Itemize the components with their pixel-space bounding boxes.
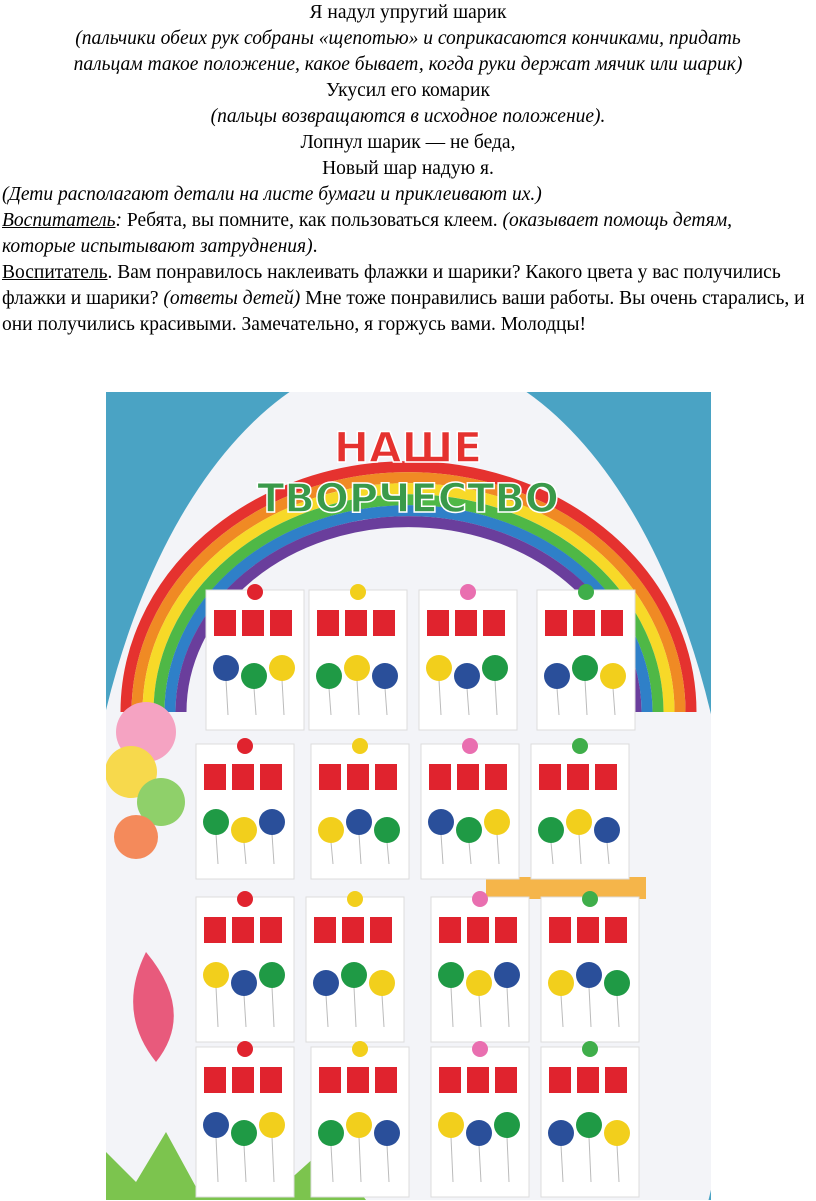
magnet xyxy=(582,891,598,907)
paper-flag xyxy=(427,610,449,636)
paragraph-end: . xyxy=(312,236,318,257)
artwork-sheet xyxy=(421,738,519,879)
paper-balloon xyxy=(344,655,370,681)
paragraph-text: . Вам понравилось наклеивать флажки и шарики? Какого цвета у вас получились флажки и шарики? xyxy=(2,262,781,309)
paragraph-text-2: Мне тоже понравились ваши работы. Вы очень старались, и они получились красивыми. Замечательно, я горжусь вами. Молодцы! xyxy=(2,288,805,335)
paper-balloon xyxy=(494,1112,520,1138)
paper-balloon xyxy=(313,970,339,996)
paper-balloon xyxy=(484,809,510,835)
poem-line-2: Укусил его комарик xyxy=(326,80,490,101)
magnet xyxy=(572,738,588,754)
magnet xyxy=(347,891,363,907)
paper-flag xyxy=(314,917,336,943)
paper-flag xyxy=(495,1067,517,1093)
paper-flag xyxy=(242,610,264,636)
paper-balloon xyxy=(318,817,344,843)
magnet xyxy=(247,584,263,600)
artwork-sheet xyxy=(531,738,629,879)
paper-flag xyxy=(577,917,599,943)
paper-flag xyxy=(605,1067,627,1093)
artwork-sheet xyxy=(196,1041,294,1197)
magnet xyxy=(350,584,366,600)
paper-balloon xyxy=(454,663,480,689)
paper-flag xyxy=(370,917,392,943)
paper-balloon xyxy=(213,655,239,681)
paper-balloon xyxy=(203,962,229,988)
paper-flag xyxy=(605,917,627,943)
paper-balloon xyxy=(576,1112,602,1138)
artwork-sheet xyxy=(311,738,409,879)
paper-balloon xyxy=(576,962,602,988)
magnet xyxy=(237,738,253,754)
paper-flag xyxy=(439,917,461,943)
artwork-sheet xyxy=(196,738,294,879)
artwork-sheet xyxy=(206,584,304,730)
paper-flag xyxy=(467,1067,489,1093)
instruction-1b: пальцам такое положение, какое бывает, когда руки держат мячик или шарик) xyxy=(73,54,743,75)
magnet xyxy=(462,738,478,754)
paper-balloon xyxy=(259,809,285,835)
paper-balloon xyxy=(374,817,400,843)
artwork-sheet xyxy=(431,1041,529,1197)
paper-balloon xyxy=(548,970,574,996)
magnet xyxy=(352,1041,368,1057)
paper-flag xyxy=(260,917,282,943)
document-text xyxy=(0,0,816,338)
artwork-sheet xyxy=(306,891,404,1042)
paper-balloon xyxy=(231,1120,257,1146)
speaker-label: Воспитатель xyxy=(2,210,116,231)
paper-flag xyxy=(204,764,226,790)
artwork-sheet xyxy=(431,891,529,1042)
magnet xyxy=(472,891,488,907)
artwork-sheet xyxy=(537,584,635,730)
paper-flag xyxy=(549,917,571,943)
paragraph-teacher-2 xyxy=(0,260,816,338)
paper-flag xyxy=(214,610,236,636)
paper-balloon xyxy=(374,1120,400,1146)
paper-balloon xyxy=(466,970,492,996)
paper-flag xyxy=(577,1067,599,1093)
paper-balloon xyxy=(538,817,564,843)
paper-balloon xyxy=(428,809,454,835)
paper-balloon xyxy=(544,663,570,689)
artwork-sheet xyxy=(311,1041,409,1197)
artwork-sheet xyxy=(419,584,517,730)
paper-flag xyxy=(375,1067,397,1093)
artwork-sheet xyxy=(196,891,294,1042)
paper-flag xyxy=(539,764,561,790)
paper-balloon xyxy=(341,962,367,988)
paper-balloon xyxy=(231,970,257,996)
artwork-sheet xyxy=(541,1041,639,1197)
paper-balloon xyxy=(346,1112,372,1138)
poem-line-4: Новый шар надую я. xyxy=(322,158,494,179)
paper-flag xyxy=(373,610,395,636)
paper-balloon xyxy=(372,663,398,689)
paper-balloon xyxy=(259,1112,285,1138)
paper-flag xyxy=(319,1067,341,1093)
paper-balloon xyxy=(548,1120,574,1146)
paper-flag xyxy=(567,764,589,790)
paper-balloon xyxy=(494,962,520,988)
instruction-2: (пальцы возвращаются в исходное положение). xyxy=(210,106,606,127)
paper-flag xyxy=(204,1067,226,1093)
artwork-sheet xyxy=(309,584,407,730)
paper-balloon xyxy=(259,962,285,988)
paper-flag xyxy=(573,610,595,636)
paper-balloon xyxy=(203,1112,229,1138)
paper-flag xyxy=(375,764,397,790)
magnet xyxy=(237,1041,253,1057)
paper-flag xyxy=(485,764,507,790)
paper-flag xyxy=(347,1067,369,1093)
paper-flag xyxy=(317,610,339,636)
paper-balloon xyxy=(438,1112,464,1138)
poem-line-3: Лопнул шарик — не беда, xyxy=(300,132,516,153)
banner-title-line-2: ТВОРЧЕСТВО xyxy=(257,476,559,522)
paper-balloon xyxy=(231,817,257,843)
paper-flag xyxy=(457,764,479,790)
poem-line-1: Я надул упругий шарик xyxy=(309,2,507,23)
paper-balloon xyxy=(369,970,395,996)
paper-flag xyxy=(260,764,282,790)
paper-flag xyxy=(232,917,254,943)
magnet xyxy=(352,738,368,754)
paper-flag xyxy=(270,610,292,636)
paper-balloon xyxy=(241,663,267,689)
paper-balloon xyxy=(438,962,464,988)
speaker-colon: : xyxy=(115,210,123,231)
paper-flag xyxy=(319,764,341,790)
paper-flag xyxy=(342,917,364,943)
stage-note: (оказывает помощь детям, которые испытывают затруднения) xyxy=(2,210,733,257)
paper-balloon xyxy=(269,655,295,681)
magnet xyxy=(460,584,476,600)
paper-flag xyxy=(232,764,254,790)
paper-balloon xyxy=(346,809,372,835)
paper-flag xyxy=(549,1067,571,1093)
paper-flag xyxy=(347,764,369,790)
paper-flag xyxy=(345,610,367,636)
paper-flag xyxy=(467,917,489,943)
paper-balloon xyxy=(594,817,620,843)
artwork-sheet xyxy=(541,891,639,1042)
stage-note: (ответы детей) xyxy=(163,288,301,309)
paper-flag xyxy=(439,1067,461,1093)
paper-balloon xyxy=(456,817,482,843)
paper-balloon xyxy=(482,655,508,681)
paper-flag xyxy=(595,764,617,790)
paper-flag xyxy=(260,1067,282,1093)
paper-balloon xyxy=(426,655,452,681)
magnet xyxy=(582,1041,598,1057)
paper-flag xyxy=(429,764,451,790)
paper-flag xyxy=(495,917,517,943)
magnet xyxy=(578,584,594,600)
magnet xyxy=(237,891,253,907)
instruction-1a: (пальчики обеих рук собраны «щепотью» и соприкасаются кончиками, придать xyxy=(75,28,741,49)
magnet xyxy=(472,1041,488,1057)
paper-flag xyxy=(601,610,623,636)
paper-balloon xyxy=(604,1120,630,1146)
paper-flag xyxy=(483,610,505,636)
paper-flag xyxy=(204,917,226,943)
paper-balloon xyxy=(316,663,342,689)
paper-balloon xyxy=(572,655,598,681)
paper-flag xyxy=(232,1067,254,1093)
paper-flag xyxy=(545,610,567,636)
paragraph-text: Ребята, вы помните, как пользоваться клеем. xyxy=(122,210,503,231)
paper-balloon xyxy=(466,1120,492,1146)
paragraph-teacher-1 xyxy=(0,208,816,260)
instruction-3: (Дети располагают детали на листе бумаги и приклеивают их.) xyxy=(2,184,542,205)
paper-balloon xyxy=(600,663,626,689)
speaker-label: Воспитатель xyxy=(2,262,108,283)
paper-balloon xyxy=(318,1120,344,1146)
photo-children-artwork-board xyxy=(106,392,711,1200)
paper-flag xyxy=(455,610,477,636)
paper-balloon xyxy=(566,809,592,835)
paper-balloon xyxy=(604,970,630,996)
banner-title-line-1: НАШЕ xyxy=(333,423,483,472)
paper-balloon xyxy=(203,809,229,835)
